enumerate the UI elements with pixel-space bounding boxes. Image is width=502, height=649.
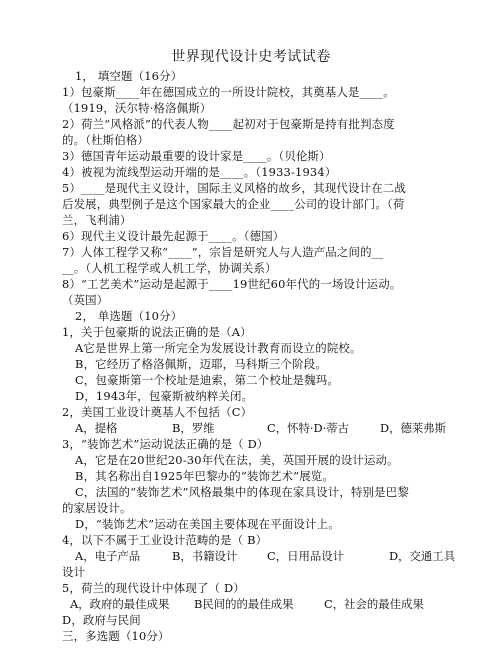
options-row [62, 420, 482, 437]
exam-title: 世界现代设计史考试试卷 [171, 49, 331, 65]
option: A，电子产品 [75, 549, 141, 563]
option: C，社会的最佳成果 [324, 597, 424, 611]
option-line: A它是世界上第一所完全为发展设计教育而设立的院校。 [75, 341, 362, 355]
text-line: 7）人体工程学又称“____”，宗旨是研究人与人造产品之间的__ [62, 245, 384, 259]
text-line: 1）包豪斯____年在德国成立的一所设计院校，其奠基人是____。 [62, 85, 395, 99]
text-line: 的。（杜斯伯格） [62, 133, 150, 147]
text-line: 的家居设计。 [62, 501, 132, 515]
text-line: 4）被视为流线型运动开端的是____。（1933-1934） [62, 165, 337, 179]
option-line: C，法国的“装饰艺术”风格最集中的体现在家具设计，特别是巴黎 [75, 485, 409, 499]
options-row [62, 596, 482, 613]
option-line: C，包豪斯第一个校址是迪索，第二个校址是魏玛。 [75, 373, 339, 387]
option: C，日用品设计 [267, 549, 345, 563]
text-line: 后发展，典型例子是这个国家最大的企业____公司的设计部门。（荷 [62, 197, 405, 211]
option-line: D，“装饰艺术”运动在美国主要体现在平面设计上。 [75, 517, 340, 531]
option: B民间的的最佳成果 [194, 597, 294, 611]
question-line: 2，美国工业设计奠基人不包括（C） [62, 405, 253, 419]
option: A，提格 [75, 421, 118, 435]
question-line: 1，关于包豪斯的说法正确的是（A） [62, 325, 252, 339]
section-heading: 1， 填空题（16分） [75, 69, 183, 83]
text-line: 设计 [62, 565, 86, 579]
option: C，怀特·D·蒂古 [267, 421, 350, 435]
text-line: （英国） [62, 293, 109, 307]
text-line: __。（人机工程学或人机工学，协调关系） [62, 261, 277, 275]
text-line: 6）现代主义设计最先起源于____。（德国） [62, 229, 285, 243]
option-line: D，1943年，包豪斯被纳粹关闭。 [75, 389, 254, 403]
text-line: 2）荷兰“风格派”的代表人物____起初对于包豪斯是持有批判态度 [62, 117, 395, 131]
option: B，罗维 [172, 421, 215, 435]
option: A，政府的最佳成果 [70, 597, 170, 611]
options-row [62, 548, 482, 565]
option-line: B，它经历了格洛佩斯，迈耶，马科斯三个阶段。 [75, 357, 327, 371]
text-line: （1919，沃尔特·格洛佩斯） [62, 101, 212, 115]
text-line: 5）____是现代主义设计，国际主义风格的故乡，其现代设计在二战 [62, 181, 406, 195]
text-line: 兰，飞利浦） [62, 213, 132, 227]
section-heading: 三，多选题（10分） [62, 629, 170, 643]
option-line: B，其名称出自1925年巴黎办的“装饰艺术”展览。 [75, 469, 335, 483]
question-line: 4，以下不属于工业设计范畴的是（ B） [62, 533, 268, 547]
option: D，交通工具 [389, 549, 456, 563]
text-line: 8）“工艺美术”运动是起源于____19世纪60年代的一场设计运动。 [62, 277, 402, 291]
option: D，德莱弗斯 [380, 421, 447, 435]
option-line: A，它是在20世纪20-30年代在法，美，英国开展的设计运动。 [75, 453, 399, 467]
section-heading: 2， 单选题（10分） [75, 309, 183, 323]
question-line: 3，“装饰艺术”运动说法正确的是（ D） [62, 437, 269, 451]
option: B，书籍设计 [172, 549, 238, 563]
text-line: 3）德国青年运动最重要的设计家是____。（贝伦斯） [62, 149, 331, 163]
text-line: D，政府与民间 [62, 613, 141, 627]
question-line: 5，荷兰的现代设计中体现了（ D） [62, 581, 245, 595]
